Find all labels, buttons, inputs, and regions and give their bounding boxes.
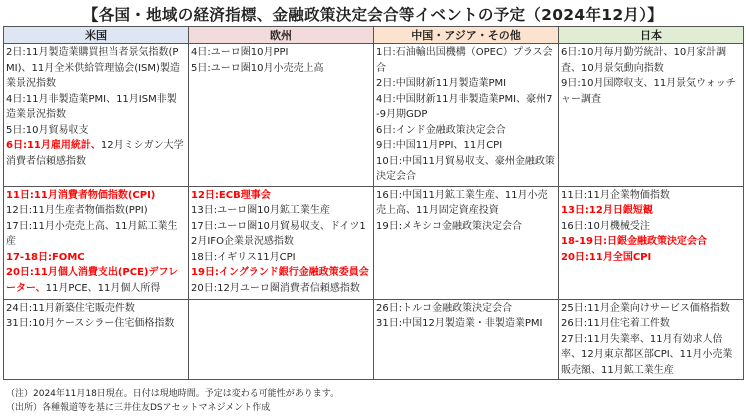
event-item xyxy=(376,92,556,123)
event-item xyxy=(376,123,556,139)
event-text: 11月PCE、11月個人所得 xyxy=(45,282,161,294)
event-item xyxy=(191,188,371,204)
footnote-source: （出所）各種報道等を基に三井住友DSアセットマネジメント作成 xyxy=(6,402,271,413)
event-highlight-text: 6日:11月雇用統計、 xyxy=(6,140,101,151)
event-item xyxy=(561,332,741,379)
event-text: 6日:10月毎月勤労統計、10月家計調査、10月景気動向指数 xyxy=(561,47,727,74)
cell-japan xyxy=(559,44,744,187)
event-highlight-text: 17-18日:FOMC xyxy=(6,251,85,263)
cell-asia-other xyxy=(374,299,559,380)
event-item xyxy=(6,138,186,169)
event-item xyxy=(6,188,186,204)
event-item xyxy=(561,234,741,250)
event-item xyxy=(561,45,741,76)
event-text: 12月ミシガン大学消費者信頼感指数 xyxy=(6,140,184,167)
event-item xyxy=(191,203,371,219)
cell-japan xyxy=(559,299,744,380)
event-text: 11日:11月企業物価指数 xyxy=(561,189,670,201)
event-text: 4日:11月非製造業PMI、11月ISM非製造業景況指数 xyxy=(6,93,177,120)
event-text: 20日:12月ユーロ圏消費者信頼感指数 xyxy=(191,282,360,294)
event-highlight-text: 18-19日:日銀金融政策決定会合 xyxy=(561,236,707,247)
event-item xyxy=(6,265,186,296)
cell-asia-other xyxy=(374,44,559,187)
event-item xyxy=(6,203,186,219)
event-text: 9日:10月国際収支、11月景気ウォッチャー調査 xyxy=(561,78,736,105)
event-item xyxy=(191,265,371,281)
event-text: 1日:石油輸出国機構（OPEC）プラス会合 xyxy=(376,47,553,74)
event-item xyxy=(376,138,556,154)
table-row xyxy=(4,186,744,299)
column-header-japan: 日本 xyxy=(559,27,744,44)
table-row xyxy=(4,299,744,380)
event-text: 18日:イギリス11月CPI xyxy=(191,251,296,263)
event-item xyxy=(376,301,556,317)
cell-us xyxy=(4,186,189,299)
table-row xyxy=(4,44,744,187)
cell-asia-other xyxy=(374,186,559,299)
event-schedule-table xyxy=(3,26,744,380)
event-item xyxy=(191,61,371,77)
event-text: 31日:10月ケースシラー住宅価格指数 xyxy=(6,318,175,329)
event-item xyxy=(376,316,556,332)
event-text: 19日:メキシコ金融政策決定会合 xyxy=(376,220,522,232)
event-highlight-text: 19日:イングランド銀行金融政策委員会 xyxy=(191,267,369,278)
event-item xyxy=(6,219,186,250)
event-highlight-text: 20日:11月個人消費支出(PCE)デフレーター、 xyxy=(6,267,179,294)
event-item xyxy=(191,45,371,61)
event-text: 5日:10月貿易収支 xyxy=(6,124,89,136)
column-header-us: 米国 xyxy=(4,27,189,44)
event-highlight-text: 11日:11月消費者物価指数(CPI) xyxy=(6,189,156,201)
event-item xyxy=(6,45,186,92)
event-text: 2日:11月製造業購買担当者景気指数(PMI)、11月全米供給管理協会(ISM)製造業景況指数 xyxy=(6,47,180,89)
event-text: 6日:インド金融政策決定会合 xyxy=(376,124,506,136)
event-item xyxy=(191,250,371,266)
event-item xyxy=(561,203,741,219)
event-highlight-text: 12日:ECB理事会 xyxy=(191,189,271,201)
event-item xyxy=(561,301,741,317)
cell-us xyxy=(4,299,189,380)
page-title: 【各国・地域の経済指標、金融政策決定会合等イベントの予定（2024年12月）】 xyxy=(82,6,664,24)
event-item xyxy=(561,316,741,332)
event-item xyxy=(561,188,741,204)
event-item xyxy=(561,250,741,266)
event-text: 13日:ユーロ圏10月鉱工業生産 xyxy=(191,205,330,216)
event-text: 16日:中国11月鉱工業生産、11月小売売上高、11月固定資産投資 xyxy=(376,189,548,216)
event-text: 26日:トルコ金融政策決定会合 xyxy=(376,302,513,314)
header-row xyxy=(4,27,744,44)
event-item xyxy=(376,154,556,185)
event-item xyxy=(561,219,741,235)
event-text: 26日:11月住宅着工件数 xyxy=(561,318,670,329)
event-text: 25日:11月企業向けサービス価格指数 xyxy=(561,302,730,314)
cell-europe xyxy=(189,299,374,380)
event-text: 4日:中国財新11月非製造業PMI、豪州7-9月期GDP xyxy=(376,93,553,120)
event-text: 31日:中国12月製造業・非製造業PMI xyxy=(376,318,543,329)
event-item xyxy=(6,301,186,317)
footnote-note: （注）2024年11月18日現在。日付は現地時間。予定は変わる可能性があります。 xyxy=(6,389,340,399)
event-text: 9日:中国11月PPI、11月CPI xyxy=(376,140,503,151)
event-text: 16日:10月機械受注 xyxy=(561,220,650,232)
event-item xyxy=(191,281,371,297)
column-header-asia-other: 中国・アジア・その他 xyxy=(374,27,559,44)
event-text: 17日:ユーロ圏10月貿易収支、ドイツ12月IFO企業景況感指数 xyxy=(191,220,366,247)
column-header-europe: 欧州 xyxy=(189,27,374,44)
event-item xyxy=(6,316,186,332)
event-item xyxy=(376,219,556,235)
cell-us xyxy=(4,44,189,187)
event-item xyxy=(191,219,371,250)
event-text: 12日:11月生産者物価指数(PPI) xyxy=(6,205,148,216)
event-text: 4日:ユーロ圏10月PPI xyxy=(191,47,289,58)
event-item xyxy=(6,123,186,139)
cell-japan xyxy=(559,186,744,299)
footnotes xyxy=(6,388,339,415)
event-text: 27日:11月失業率、11月有効求人倍率、12月東京都区部CPI、11月小売業販売額、11月鉱工業生産 xyxy=(561,333,733,376)
event-highlight-text: 13日:12月日銀短観 xyxy=(561,205,653,216)
event-text: 2日:中国財新11月製造業PMI xyxy=(376,78,507,89)
event-item xyxy=(6,92,186,123)
event-item xyxy=(6,250,186,266)
cell-europe xyxy=(189,186,374,299)
cell-europe xyxy=(189,44,374,187)
event-text: 17日:11月小売売上高、11月鉱工業生産 xyxy=(6,220,178,247)
event-item xyxy=(376,188,556,219)
event-item xyxy=(376,45,556,76)
event-text: 5日:ユーロ圏10月小売売上高 xyxy=(191,62,324,74)
event-item xyxy=(561,76,741,107)
event-highlight-text: 20日:11月全国CPI xyxy=(561,251,652,263)
event-text: 24日:11月新築住宅販売件数 xyxy=(6,302,135,314)
event-item xyxy=(376,76,556,92)
event-text: 10日:中国11月貿易収支、豪州金融政策決定会合 xyxy=(376,155,555,182)
